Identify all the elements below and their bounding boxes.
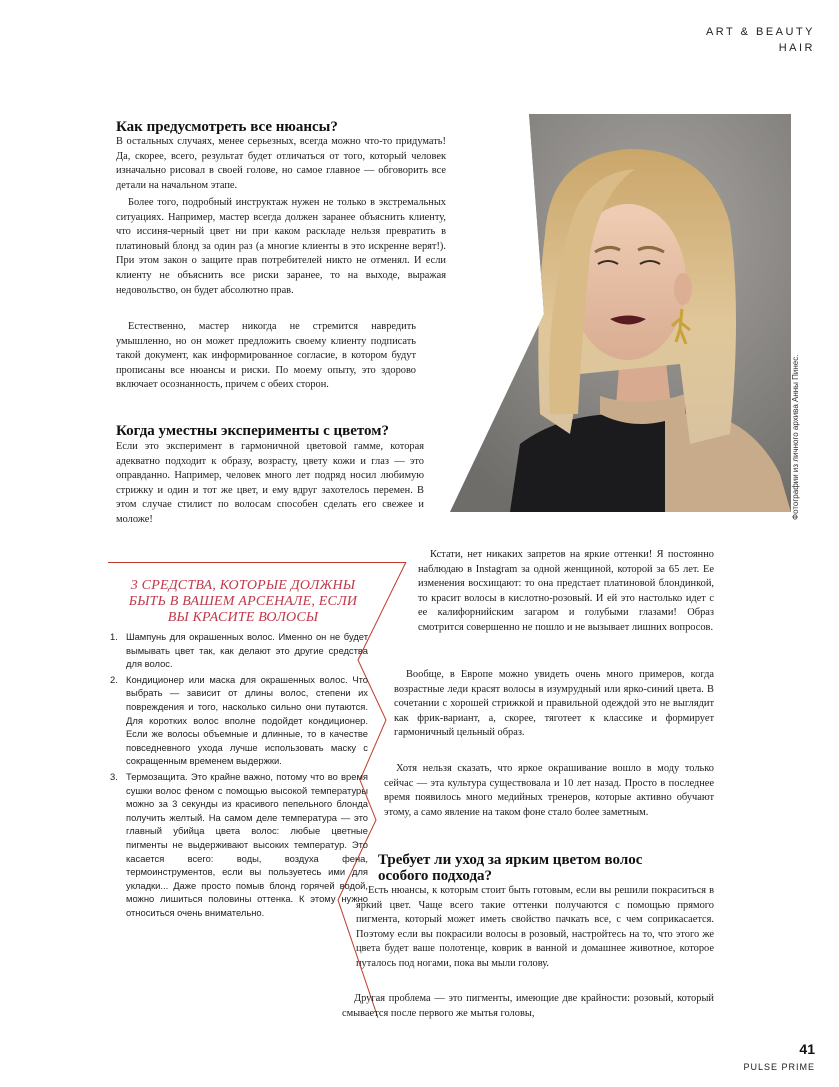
paragraph: Естественно, мастер никогда не стремится навредить умышленно, но он может предложить своему клиенту подписать такой документ, как информированное согласие, в котором будут прописаны все нюансы и риски. По моему опыту, это здорово включает осознанность, причем с обеих сторон.: [116, 321, 416, 391]
paragraph: В остальных случаях, менее серьезных, всегда можно что-то придумать! Да, скорее, всего, результат будет отличаться от того, который человек изначально рисовал в своей голове, но самое главное — обговорить все детали на начальном этапе.: [116, 136, 446, 191]
portrait-photo: [450, 114, 791, 512]
heading-experiments: Когда уместны эксперименты с цветом?: [116, 423, 389, 439]
list-text: Кондиционер или маска для окрашенных волос. Что выбрать — зависит от длины волос, степени их повреждения и того, насколько сильно они путаются. Для коротких волос вполне подойдет кондиционер. Если же волосы объемные и длинные, то в качестве повседневного ухода лучше использовать маску с сокращенным временем выдержки.: [126, 673, 368, 767]
tips-list: [110, 630, 368, 921]
heading-nuances: Как предусмотреть все нюансы?: [116, 119, 338, 135]
portrait-illustration: [450, 114, 791, 512]
section-label: ART & BEAUTY: [705, 26, 815, 38]
list-number: 2.: [110, 673, 118, 685]
section-header: [706, 24, 815, 56]
list-item: [110, 673, 368, 768]
heading-care: Требует ли уход за ярким цветом волос особого подхода?: [378, 852, 643, 884]
paragraph: Если это эксперимент в гармоничной цветовой гамме, которая адекватно подходит к образу, возрасту, цвету кожи и глаз — это оправданно. Например, человек много лет подряд носил любимую стрижку и один и тот же цвет, и ему вдруг захотелось перемен. В этом случае стилист по волосам способен сделать его свежее и моложе!: [116, 441, 424, 525]
list-text: Шампунь для окрашенных волос. Именно он не будет вымывать цвет так, как делают это другие средства для волос.: [126, 631, 368, 670]
box-title: 3 СРЕДСТВА, КОТОРЫЕ ДОЛЖНЫ БЫТЬ В ВАШЕМ АРСЕНАЛЕ, ЕСЛИ ВЫ КРАСИТЕ ВОЛОСЫ: [128, 578, 358, 625]
paragraph: Кстати, нет никаких запретов на яркие оттенки! Я постоянно наблюдаю в Instagram за одной женщиной, которой за 65 лет. Ее изменения восхищают: то она предстает платиновой блондинкой, то красит волосы в кислотно-розовый. И ей это настолько идет с ее калифорнийским загаром и голубыми глазами! Образ смотрится совершенно не пошло и не вызывает лишних вопросов.: [418, 549, 714, 633]
list-text: Термозащита. Это крайне важно, потому что во время сушки волос феном с помощью высокой температуры можно за 3 секунды из красивого пепельного блонда получить желтый. На самом деле температура — это главный убийца цвета волос: любые цветные пигменты не выдерживают высоких температур. Это касается всего: воды, воздуха фена, термоинструментов, если вы пользуетесь ими для укладки... Даже просто помыв блонд горячей водой, можно лишиться половины оттенка. К этому нужно относиться очень внимательно.: [126, 770, 368, 918]
paragraph: Есть нюансы, к которым стоит быть готовым, если вы решили покраситься в яркий цвет. Чаще всего такие оттенки получаются с помощью прямого пигмента, который может иметь свойство пачкать все, с чем соприкасается. Поэтому если вы покрасили волосы в розовый, настройтесь на то, что этого же цвета будет ваше полотенце, коврик в ванной и домашнее животное, которое путалось под ногами, пока вы мыли голову.: [356, 885, 714, 969]
paragraph: Вообще, в Европе можно увидеть очень много примеров, когда возрастные леди красят волосы в изумрудный или ярко-синий цвета. В сочетании с хорошей стрижкой и правильной одеждой это не выглядит как фрик-вариант, а, скорее, тяготеет к классике и формирует гармоничный цельный образ.: [394, 669, 714, 739]
list-item: [110, 770, 368, 920]
list-item: [110, 630, 368, 671]
photo-credit: Фотографии из личного архива Анны Пинес.: [791, 354, 800, 520]
subsection-label: HAIR: [778, 42, 815, 54]
page-number: 41: [799, 1041, 815, 1057]
list-number: 1.: [110, 631, 118, 642]
magazine-name: PULSE PRIME: [743, 1062, 815, 1072]
paragraph: Хотя нельзя сказать, что яркое окрашивание вошло в моду только сейчас — эта культура существовала и 10 лет назад. Просто в последнее время появилось много медийных тренеров, которые активно обучают этому, а само явление на таком фоне стало более заметным.: [384, 763, 714, 818]
box-top-rule: [108, 562, 406, 563]
paragraph: Более того, подробный инструктаж нужен не только в экстремальных ситуациях. Например, мастер всегда должен заранее объяснить клиенту, что иссиня-черный цвет ни при каком раскладе нельзя превратить в платиновый блонд за один раз (а многие клиенты в это искренне верят!). При этом закон о защите прав потребителей никто не отменял. И если клиенту не объяснить все риски заранее, то на выходе, выражая недовольство, он будет абсолютно прав.: [116, 197, 446, 296]
list-number: 3.: [110, 770, 118, 782]
paragraph: Другая проблема — это пигменты, имеющие две крайности: розовый, который смывается после первого же мытья головы,: [342, 993, 714, 1019]
